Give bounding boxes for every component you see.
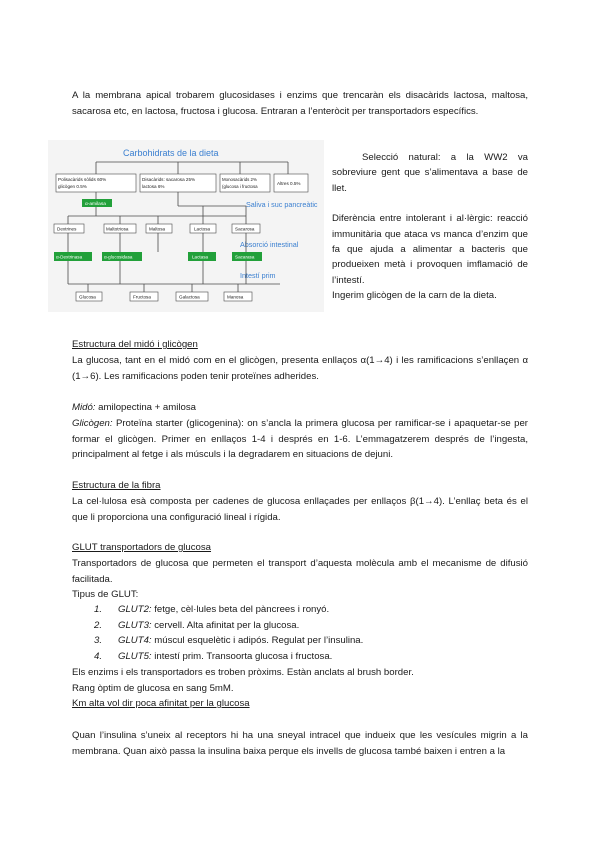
mido-label: Midó: [72,402,96,413]
paragraph-mido-glicogen: La glucosa, tant en el midó com en el glicògen, presenta enllaços α(1→4) i les ramificacions s’enllaçen α (1→6). Les ramificacions poden tenir proteïnes adherides. [72,355,528,382]
paragraph-fibra: La cel·lulosa esà composta per cadenes de glucosa enllaçades per enllaços β(1→4). L’enllaç beta és el que li proporciona una configuració lineal i rígida. [72,496,528,523]
mid-box-sacarosa [232,224,260,233]
svg-text:Altres 0.5%: Altres 0.5% [277,181,301,186]
svg-text:Maltotriosa: Maltotriosa [106,226,129,232]
side-notes [332,150,528,304]
glicogen-text: Proteïna starter (glicogenina): on s’ancla la primera glucosa per ramificar-se i apaquetar-se per formar el glicògen. Primer en enllaços 1-4 i després en 1-6. L’emmagatzerem després de l’ingesta, principalment al fetge i als músculs i la degradarem en situacions de dejuni. [72,418,528,461]
list-item: 2. GLUT3: cervell. Alta afinitat per la glucosa. [94,619,300,631]
svg-text:Glucosa: Glucosa [79,294,96,300]
side-note-intolerance: Diferència entre intolerant i al·lèrgic: reacció immunitària que ataca vs manca d’enzim que fa que ajuda a alimentar a bacteris que produeixen metà i provoquen imflamació de l’intestí. [332,213,528,286]
mid-box-lactosa [190,224,216,233]
glicogen-label: Glicògen: [72,418,113,429]
svg-text:Monosacàrids 2%: Monosacàrids 2% [222,177,257,182]
list-item: 3. GLUT4: múscul esquelètic i adipós. Regulat per l’insulina. [94,635,364,647]
svg-text:Polisacàrids sòlids 60%: Polisacàrids sòlids 60% [58,177,107,182]
svg-text:α-Dextrinasa: α-Dextrinasa [56,254,83,260]
mido-text: amilopectina + amilosa [95,402,196,413]
side-note-natural-selection: Selecció natural: a la WW2 va sobreviure gent que s’alimentava a base de llet. [332,152,528,194]
enzyme-box-dextrinasa [54,252,92,261]
heading-glut: GLUT transportadors de glucosa [72,542,212,553]
svg-text:Fructosa: Fructosa [133,294,151,300]
svg-text:Manosa: Manosa [227,294,244,300]
side-note-glycogen: Ingerim glicògen de la carn de la dieta. [332,290,497,302]
mid-box-maltotriosa [104,224,136,233]
top-box-polisacarids [56,174,136,192]
diagram-title: Carbohidrats de la dieta [123,148,219,158]
svg-text:Sacarosa: Sacarosa [235,226,255,232]
heading-mido-glicogen: Estructura del midó i glicògen [72,339,198,350]
bottom-box-manosa [224,292,252,301]
svg-text:Lactosa: Lactosa [194,226,211,232]
svg-text:Sacarasa: Sacarasa [235,254,255,260]
paragraph-brush-border: Els enzims i els transportadors es troben pròxims. Estàn anclats al brush border. [72,667,414,678]
paragraph-insulina: Quan l’insulina s’uneix al receptors hi ha una sneyal intracel que indueix que les vesícules migrin a la membrana. Quan això passa la insulina baixa perque els invells de glucosa també baixen i entren a la [72,730,528,757]
glut-types-label: Tipus de GLUT: [72,589,139,600]
svg-text:(glucosa i fructosa: (glucosa i fructosa [222,184,258,189]
svg-text:glicògen 0.5%: glicògen 0.5% [58,184,87,189]
enzyme-box-lactasa [188,252,216,261]
top-box-altres [274,174,308,192]
svg-text:Dextrines: Dextrines [57,226,77,232]
heading-fibra: Estructura de la fibra [72,480,161,491]
svg-text:Galactosa: Galactosa [179,294,200,300]
amilase-label: α-amilasa [85,202,106,207]
intesti-label: Intestí prim [240,271,276,280]
list-item: 1. GLUT2: fetge, cèl·lules beta del pàncrees i ronyó. [94,604,330,615]
enzyme-box-glucosidasa [102,252,142,261]
top-box-monosacarids [220,174,270,192]
top-box-disacarids [140,174,216,192]
paragraph-mido [72,400,528,416]
paragraph-glut: Transportadors de glucosa que permeten el transport d’aquesta molècula amb el mecanisme de difusió facilitada. [72,558,528,585]
svg-text:Maltosa: Maltosa [149,226,166,232]
km-note: Km alta vol dir poca afinitat per la glucosa [72,698,250,709]
svg-text:α-glucosidasa: α-glucosidasa [104,254,133,260]
bottom-box-fructosa [130,292,158,301]
glut-types-list [72,602,528,664]
mid-box-maltosa [146,224,172,233]
bottom-box-galactosa [176,292,208,301]
svg-text:Lactasa: Lactasa [192,254,209,260]
intro-paragraph: A la membrana apical trobarem glucosidases i enzims que trencaràn els disacàrids lactosa, maltosa, sacarosa etc, en lactosa, fructosa i glucosa. Entraran a l’enteròcit per transportadors específics. [72,90,528,117]
paragraph-glicogen [72,416,528,463]
svg-text:lactosa 6%: lactosa 6% [142,184,165,189]
mid-box-dextrines [54,224,84,233]
absorcio-label: Absorció intestinal [240,240,299,249]
saliva-label: Saliva i suc pancreàtic [246,200,318,209]
enzyme-box-sacarasa [232,252,262,261]
svg-text:Disacàrids: sacarosa 25%: Disacàrids: sacarosa 25% [142,177,196,182]
bottom-box-glucosa [76,292,102,301]
carbohydrate-digestion-diagram [48,140,324,312]
list-item: 4. GLUT5: intestí prim. Transoorta glucosa i fructosa. [94,650,333,662]
paragraph-rang-glucosa: Rang òptim de glucosa en sang 5mM. [72,683,234,694]
